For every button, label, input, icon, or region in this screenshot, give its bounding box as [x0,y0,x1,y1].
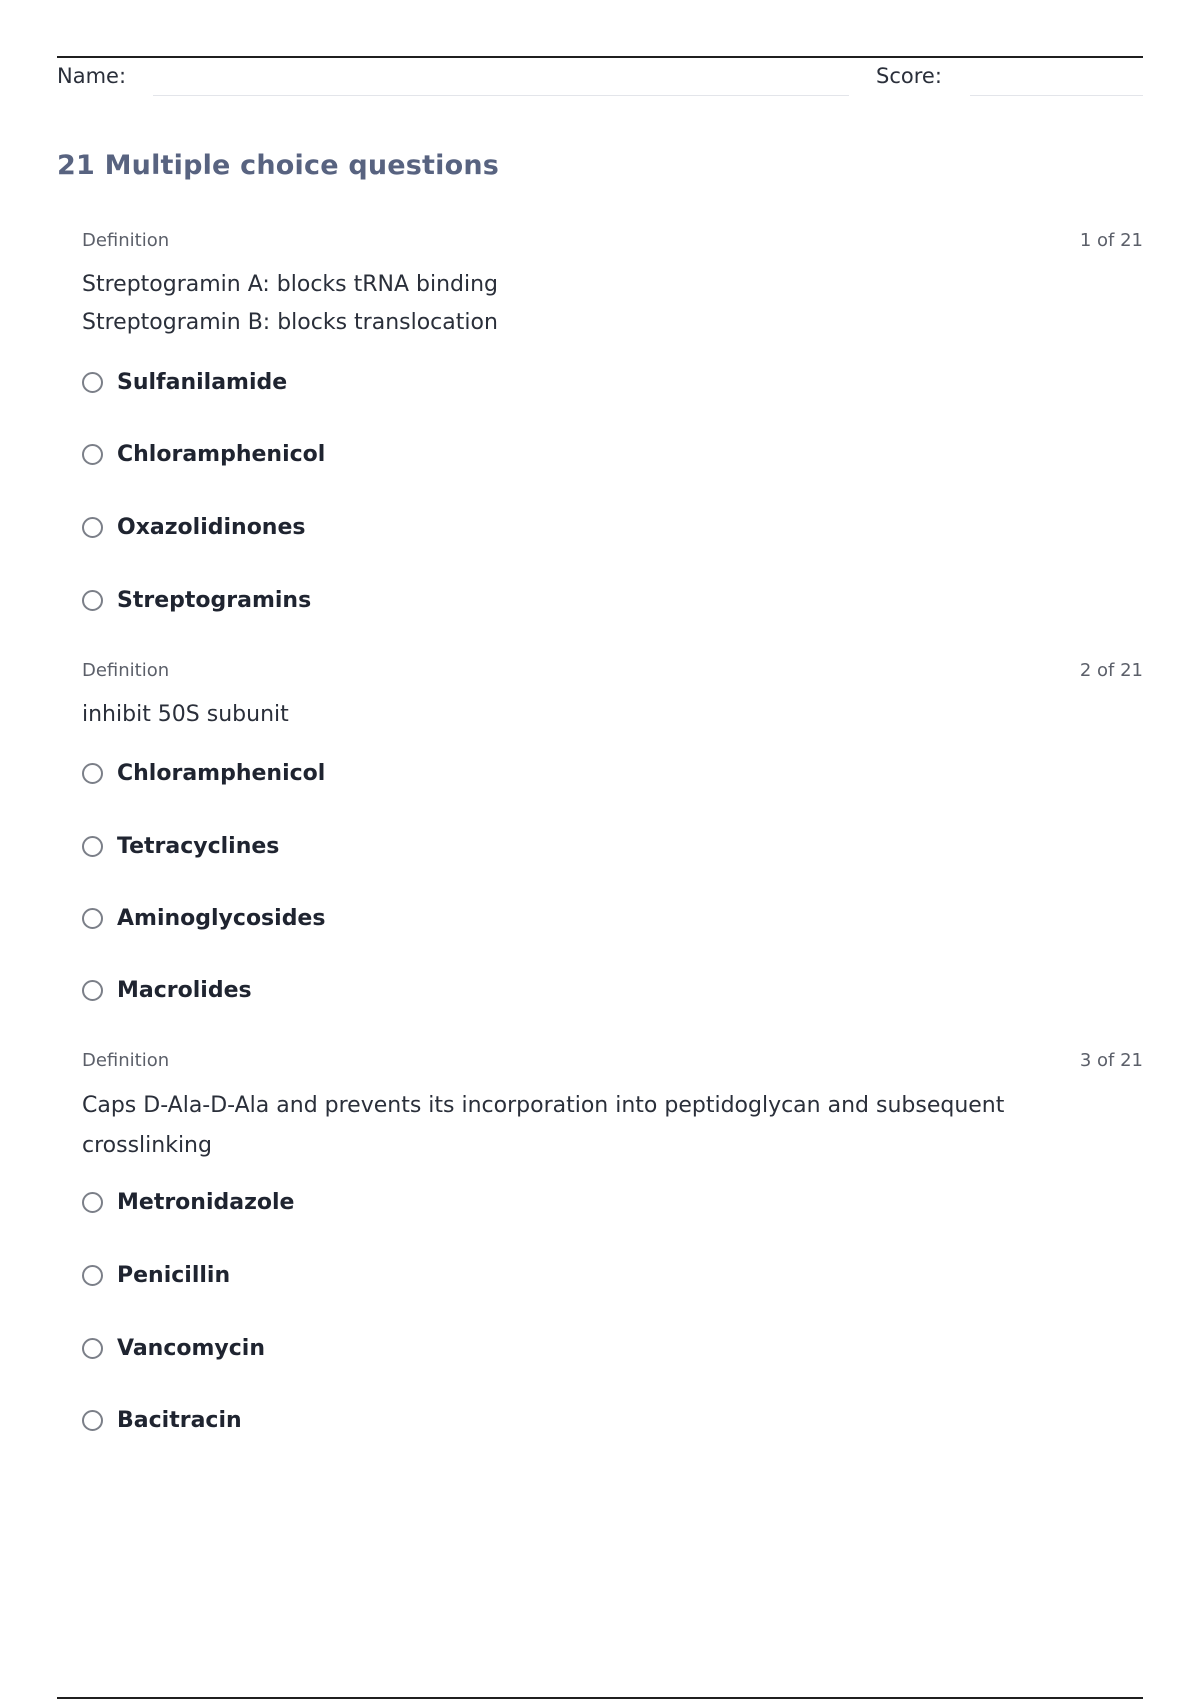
bottom-divider [57,1697,1143,1699]
name-label: Name: [57,64,127,88]
radio-button[interactable] [82,1410,103,1431]
worksheet-page [57,0,1143,1700]
answer-option[interactable] [82,1333,265,1363]
radio-button[interactable] [82,763,103,784]
answer-option[interactable] [82,758,325,788]
radio-button[interactable] [82,444,103,465]
question-definition [82,1086,1042,1166]
answer-option-label: Chloramphenicol [117,441,326,467]
definition-line: Streptogramin A: blocks tRNA binding [82,272,499,297]
answer-option-label: Chloramphenicol [117,760,326,786]
radio-button[interactable] [82,836,103,857]
radio-button[interactable] [82,1192,103,1213]
answer-option-label: Streptogramins [117,587,312,613]
answer-option[interactable] [82,1260,230,1290]
question-type-label: Definition [82,230,170,251]
answer-option[interactable] [82,1405,242,1435]
radio-button[interactable] [82,908,103,929]
radio-button[interactable] [82,1265,103,1286]
answer-option-label: Macrolides [117,977,252,1003]
answer-option[interactable] [82,439,325,469]
answer-option-label: Oxazolidinones [117,514,306,540]
radio-button[interactable] [82,517,103,538]
question-type-label: Definition [82,1050,170,1071]
answer-option[interactable] [82,975,252,1005]
question-counter: 2 of 21 [1079,660,1143,681]
answer-option[interactable] [82,367,287,397]
definition-line: inhibit 50S subunit [82,702,289,727]
question-counter: 3 of 21 [1079,1050,1143,1071]
answer-option[interactable] [82,903,325,933]
radio-button[interactable] [82,1338,103,1359]
answer-option[interactable] [82,1187,294,1217]
score-input-line[interactable] [970,95,1143,96]
answer-option-label: Metronidazole [117,1189,295,1215]
score-label: Score: [876,64,942,88]
answer-option-label: Vancomycin [117,1335,265,1361]
answer-option-label: Penicillin [117,1262,231,1288]
section-title: 21 Multiple choice questions [57,150,500,181]
top-divider [57,56,1143,58]
answer-option-label: Tetracyclines [117,833,280,859]
question-definition [82,266,1042,342]
radio-button[interactable] [82,590,103,611]
answer-option[interactable] [82,831,279,861]
radio-button[interactable] [82,372,103,393]
question-type-label: Definition [82,660,170,681]
definition-line: Caps D-Ala-D-Ala and prevents its incorporation into peptidoglycan and subsequent crosslinking [82,1093,1005,1158]
answer-option-label: Sulfanilamide [117,369,288,395]
answer-option-label: Bacitracin [117,1407,242,1433]
question-counter: 1 of 21 [1079,230,1143,251]
radio-button[interactable] [82,980,103,1001]
answer-option[interactable] [82,512,305,542]
definition-line: Streptogramin B: blocks translocation [82,310,498,335]
answer-option-label: Aminoglycosides [117,905,326,931]
question-definition [82,696,1042,734]
name-input-line[interactable] [153,95,849,96]
answer-option[interactable] [82,585,311,615]
